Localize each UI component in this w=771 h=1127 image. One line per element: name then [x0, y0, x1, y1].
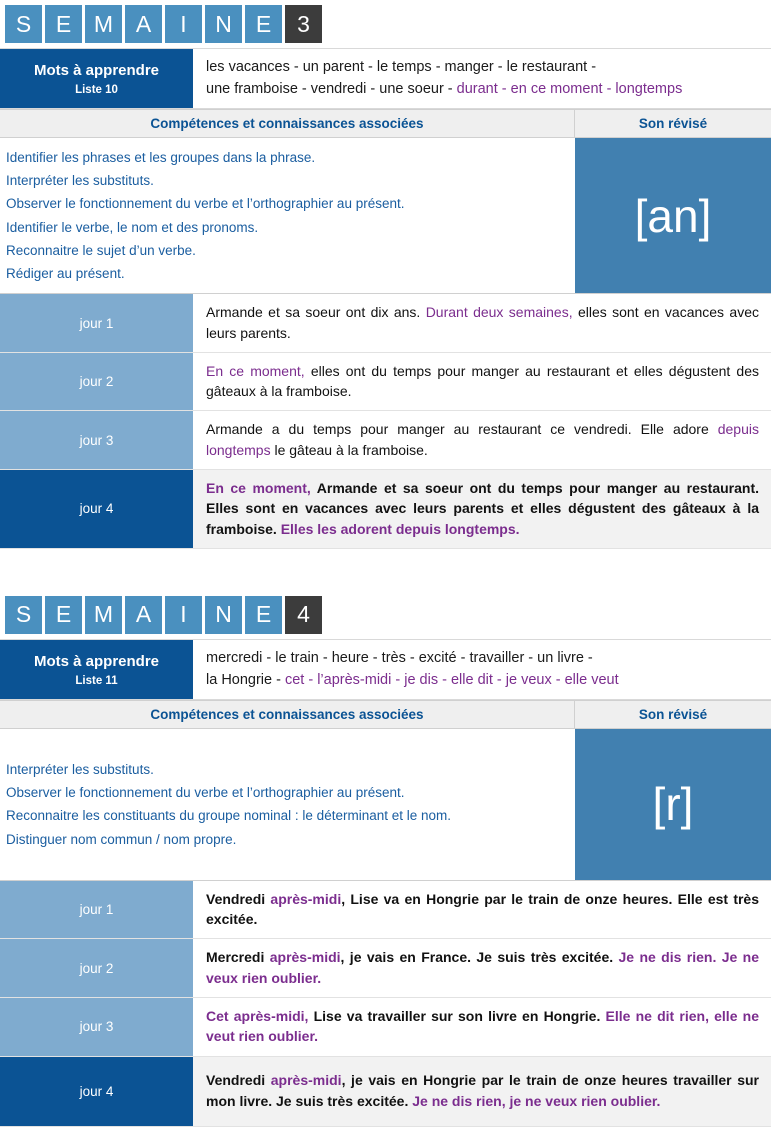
accent-phrase: après-midi: [269, 949, 341, 966]
words-list-number: Liste 10: [75, 83, 118, 96]
accent-phrase: Cet après-midi,: [206, 1008, 309, 1025]
plain-phrase: , Lise va en Hongrie par le train de onze heures. Elle est très excitée.: [206, 890, 759, 928]
letter-tile: A: [125, 596, 162, 634]
accent-phrase: Je ne dis rien. Je ne veux rien oublier.: [206, 949, 759, 986]
week-number-tile: 4: [285, 596, 322, 634]
accent-phrase: Elle ne dit rien, elle ne veut rien oublier.: [206, 1008, 759, 1045]
accent-phrase: Elles les adorent depuis longtemps.: [280, 520, 520, 537]
words-to-learn-title: Mots à apprendre: [33, 62, 160, 80]
day-sentence: [193, 1057, 771, 1126]
son-revise-value: [r]: [575, 729, 771, 880]
accent-phrase: depuis longtemps: [206, 421, 759, 458]
letter-tile: S: [5, 5, 42, 43]
day-label: jour 4: [0, 470, 193, 548]
day-row: [0, 939, 771, 998]
day-sentence: [193, 939, 771, 997]
day-label: jour 4: [0, 1057, 193, 1126]
accent-phrase: En ce moment,: [206, 480, 311, 497]
son-header-label: Son révisé: [638, 706, 708, 722]
plain-phrase: le gâteau à la framboise.: [270, 441, 428, 458]
day-row: [0, 1057, 771, 1127]
letter-tile: N: [205, 5, 242, 43]
letter-tile: I: [165, 5, 202, 43]
words-line-2: la Hongrie - cet - l’après-midi - je dis - elle dit - je veux - elle veut: [206, 672, 619, 689]
day-label: jour 1: [0, 294, 193, 352]
letter-tile: M: [85, 5, 122, 43]
week-block-1: [0, 0, 771, 549]
letter-tile: E: [245, 596, 282, 634]
plain-phrase: Armande et sa soeur ont dix ans.: [206, 304, 426, 321]
words-to-learn-row-1: [0, 48, 771, 109]
competence-item: Reconnaitre le sujet d’un verbe.: [6, 242, 196, 258]
competence-item: Reconnaitre les constituants du groupe nominal : le déterminant et le nom.: [6, 808, 452, 824]
week-block-2: [0, 591, 771, 1127]
son-header-label: Son révisé: [638, 115, 708, 131]
competence-item: Interpréter les substituts.: [6, 761, 154, 777]
semaine-title-2: [0, 591, 771, 639]
day-sentence: [193, 411, 771, 469]
letter-tile: M: [85, 596, 122, 634]
competences-body-2: [0, 729, 771, 881]
competences-list: [0, 138, 575, 293]
words-list-number: Liste 11: [75, 674, 118, 687]
plain-phrase: Armande a du temps pour manger au restaurant ce vendredi. Elle adore: [206, 421, 718, 438]
words-to-learn-content: [193, 49, 771, 108]
day-label: jour 1: [0, 881, 193, 939]
day-sentence: [193, 998, 771, 1056]
day-row: [0, 470, 771, 549]
day-sentence: [193, 881, 771, 939]
words-accent: durant - en ce moment - longtemps: [456, 81, 683, 98]
competence-item: Observer le fonctionnement du verbe et l’orthographier au présent.: [6, 196, 405, 212]
competences-body-1: [0, 138, 771, 294]
day-row: [0, 411, 771, 470]
plain-phrase: Lise va travailler sur son livre en Hongrie.: [308, 1008, 606, 1025]
plain-phrase: , je vais en Hongrie par le train de onze heures travailler sur mon livre. Je suis très excitée.: [206, 1072, 759, 1109]
accent-phrase: En ce moment,: [206, 362, 305, 379]
plain-phrase: Mercredi: [206, 949, 270, 966]
words-line-2: une framboise - vendredi - une soeur - durant - en ce moment - longtemps: [206, 81, 683, 98]
plain-phrase: Vendredi: [206, 1072, 271, 1089]
accent-phrase: après-midi: [270, 890, 342, 907]
day-sentence: [193, 294, 771, 352]
competence-item: Rédiger au présent.: [6, 266, 125, 282]
letter-tile: I: [165, 596, 202, 634]
accent-phrase: après-midi: [270, 1072, 342, 1089]
son-revise-value: [an]: [575, 138, 771, 293]
day-sentence: [193, 470, 771, 548]
semaine-title-1: [0, 0, 771, 48]
competences-header-2: [0, 700, 771, 729]
words-to-learn-title: Mots à apprendre: [33, 653, 160, 671]
plain-phrase: , je vais en France. Je suis très excitée.: [340, 949, 619, 966]
week-number-tile: 3: [285, 5, 322, 43]
plain-phrase: elles ont du temps pour manger au restaurant et elles dégustent des gâteaux à la framboise.: [206, 362, 759, 400]
competence-item: Observer le fonctionnement du verbe et l’orthographier au présent.: [6, 785, 405, 801]
words-accent: cet - l’après-midi - je dis - elle dit - je veux - elle veut: [284, 672, 619, 689]
day-row: [0, 998, 771, 1057]
section-spacer: [0, 549, 771, 591]
day-label: jour 2: [0, 939, 193, 997]
letter-tile: N: [205, 596, 242, 634]
accent-phrase: Durant deux semaines,: [425, 304, 573, 321]
letter-tile: E: [45, 596, 82, 634]
words-to-learn-row-2: [0, 639, 771, 700]
letter-tile: E: [245, 5, 282, 43]
day-label: jour 3: [0, 411, 193, 469]
plain-phrase: elles sont en vacances avec leurs parents.: [206, 304, 759, 341]
words-to-learn-content: [193, 640, 771, 699]
words-line-1: mercredi - le train - heure - très - excité - travailler - un livre -: [206, 649, 593, 666]
words-to-learn-label: [0, 640, 193, 699]
accent-phrase: Je ne dis rien, je ne veux rien oublier.: [412, 1092, 661, 1109]
competences-header-label: Compétences et connaissances associées: [0, 110, 575, 137]
competence-item: Identifier le verbe, le nom et des pronoms.: [6, 219, 259, 235]
competences-header-label: Compétences et connaissances associées: [0, 701, 575, 728]
competence-item: Interpréter les substituts.: [6, 173, 154, 189]
competences-header-1: [0, 109, 771, 138]
competence-item: Identifier les phrases et les groupes dans la phrase.: [6, 149, 316, 165]
day-label: jour 2: [0, 353, 193, 411]
plain-phrase: Vendredi: [206, 890, 271, 907]
letter-tile: A: [125, 5, 162, 43]
letter-tile: E: [45, 5, 82, 43]
day-row: [0, 881, 771, 940]
day-sentence: [193, 353, 771, 411]
day-row: [0, 353, 771, 412]
competence-item: Distinguer nom commun / nom propre.: [6, 831, 237, 847]
plain-phrase: Armande et sa soeur ont du temps pour manger au restaurant. Elles sont en vacances avec leurs parents et elles dégustent des gâteaux à la framboise.: [206, 480, 759, 537]
competences-list: [0, 729, 575, 880]
letter-tile: S: [5, 596, 42, 634]
words-to-learn-label: [0, 49, 193, 108]
day-row: [0, 294, 771, 353]
day-label: jour 3: [0, 998, 193, 1056]
words-line-1: les vacances - un parent - le temps - manger - le restaurant -: [206, 59, 597, 75]
